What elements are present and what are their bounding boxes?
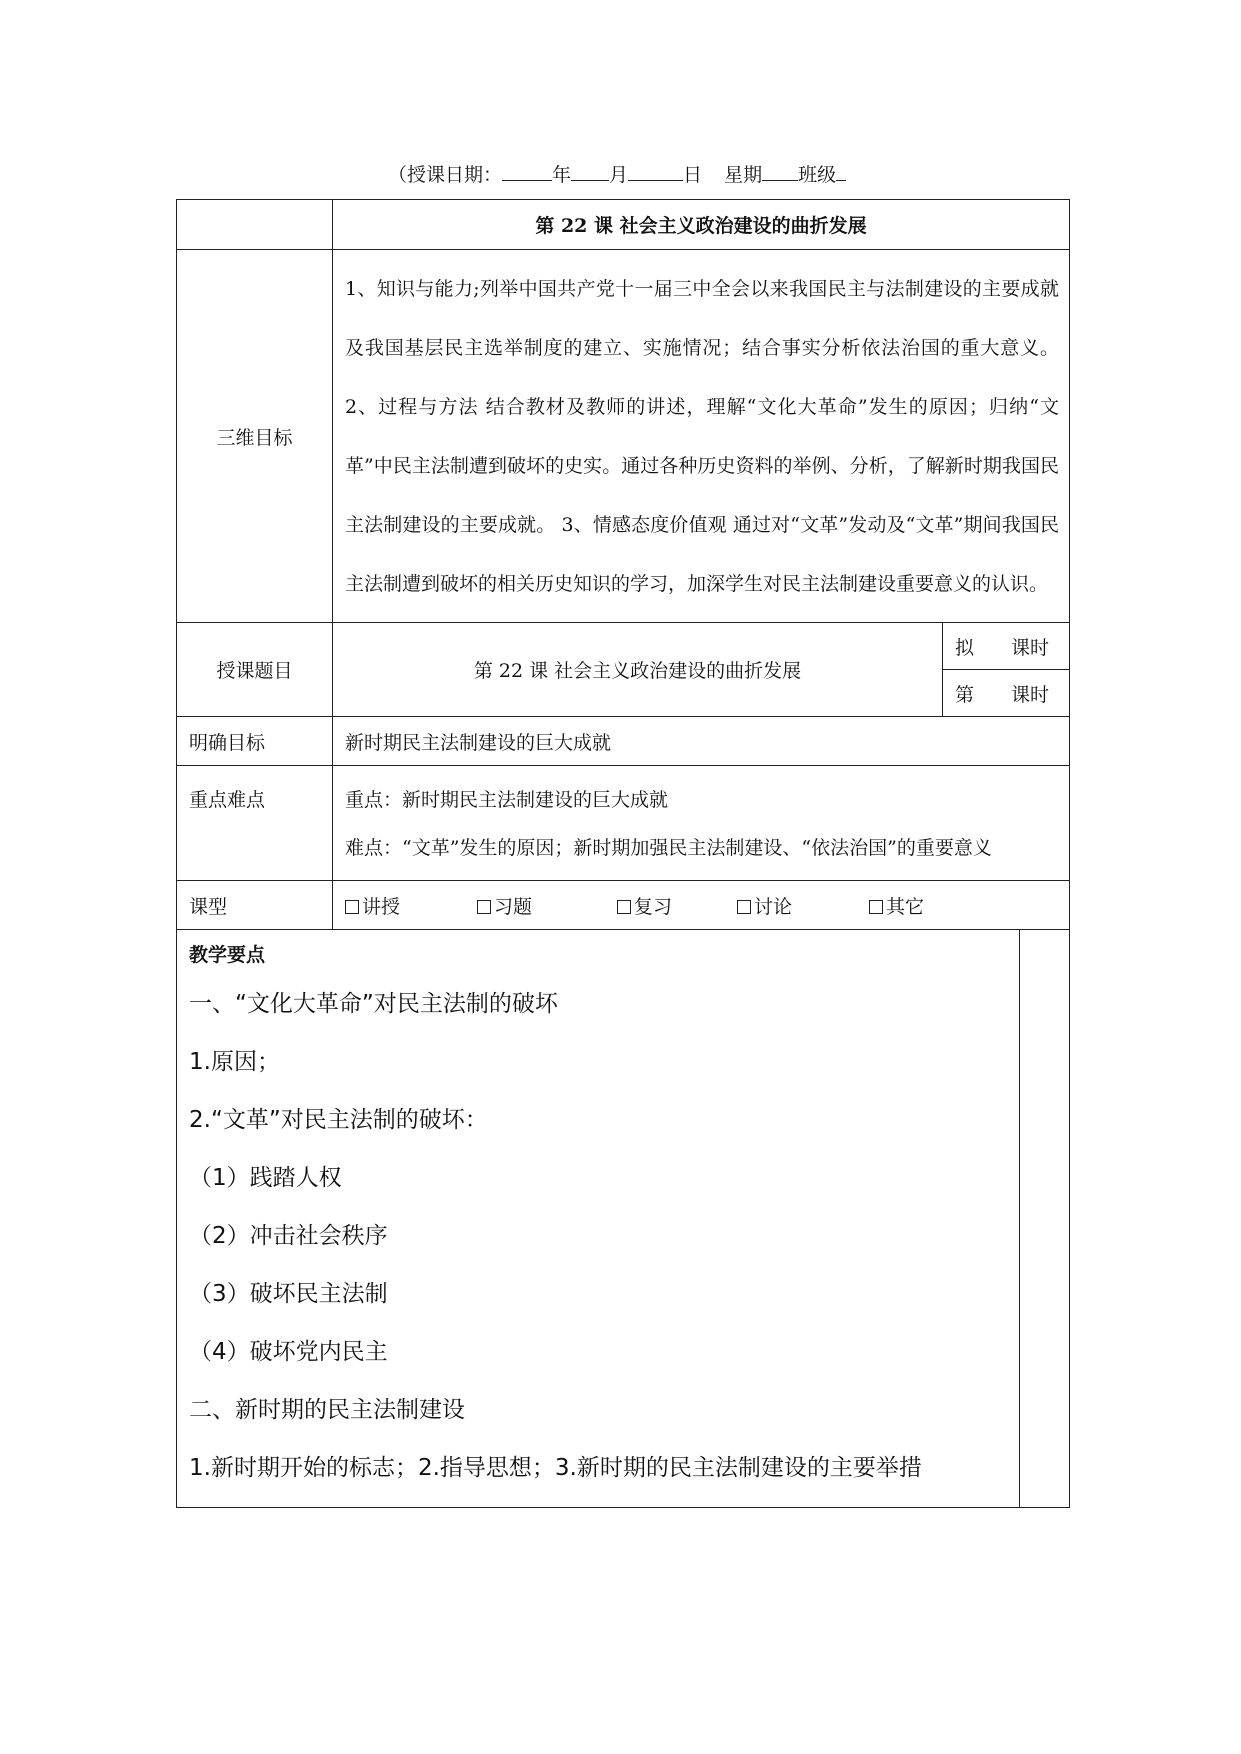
teaching-points-heading: 教学要点 [189, 944, 266, 966]
day-label: 日 [683, 164, 703, 186]
day-blank[interactable] [628, 162, 683, 181]
lesson-type-label: 课型 [177, 881, 333, 930]
current-label: 第 [955, 683, 975, 706]
class-blank[interactable] [836, 162, 846, 181]
checkbox-icon[interactable] [869, 900, 883, 914]
type-option-exercise[interactable]: 习题 [477, 892, 617, 919]
lesson-type-options [333, 881, 1070, 930]
lesson-plan-table [176, 199, 1070, 1508]
weekday-label: 星期 [724, 164, 763, 186]
teaching-point-line: （3）破坏民主法制 [189, 1281, 388, 1307]
topic-value: 第 22 课 社会主义政治建设的曲折发展 [333, 623, 943, 717]
type-option-other[interactable]: 其它 [869, 892, 924, 919]
type-option-discussion[interactable]: 讨论 [737, 892, 869, 919]
lesson-date-line [388, 160, 1088, 194]
lesson-title: 第 22 课 社会主义政治建设的曲折发展 [333, 200, 1070, 250]
month-blank[interactable] [571, 162, 609, 181]
class-label: 班级 [798, 164, 837, 186]
year-label: 年 [552, 164, 572, 186]
objective-label: 明确目标 [177, 717, 333, 766]
teaching-point-line: 1.原因； [189, 1049, 280, 1075]
planned-label: 拟 [955, 636, 975, 659]
planned-periods [943, 623, 1070, 670]
teaching-point-line: 2.“文革”对民主法制的破坏： [189, 1107, 488, 1133]
teaching-point-line: （2）冲击社会秩序 [189, 1223, 388, 1249]
lesson-plan-sheet [176, 199, 1069, 1508]
date-prefix: （授课日期： [388, 164, 503, 186]
teaching-point-line: 二、新时期的民主法制建设 [189, 1397, 465, 1423]
current-unit: 课时 [1011, 683, 1050, 706]
keypoints-content [333, 766, 1070, 881]
teaching-point-line: 1.新时期开始的标志；2.指导思想；3.新时期的民主法制建设的主要举措 [189, 1455, 922, 1481]
checkbox-icon[interactable] [477, 900, 491, 914]
type-option-review[interactable]: 复习 [617, 892, 737, 919]
difficult-point: 难点：“文革”发生的原因；新时期加强民主法制建设、“依法治国”的重要意义 [345, 837, 992, 859]
goals-text: 1、知识与能力;列举中国共产党十一届三中全会以来我国民主与法制建设的主要成就及我国基层民主选举制度的建立、实施情况；结合事实分析依法治国的重大意义。 2、过程与方法 结合教材及教师的讲述，理解“文化大革命”发生的原因；归纳“文革”中民主法制遭到破坏的史实。通过各种历史资料的举例、分析，了解新时期我国民主法制建设的主要成就。 3、情感态度价值观 通过对“文革”发动及“文革”期间我国民主法制遭到破坏的相关历史知识的学习，加深学生对民主法制建设重要意义的认识。 [333, 250, 1070, 623]
checkbox-icon[interactable] [617, 900, 631, 914]
current-period [943, 670, 1070, 717]
teaching-points-cell [177, 930, 1020, 1508]
weekday-blank[interactable] [762, 162, 798, 181]
teaching-point-line: 一、“文化大革命”对民主法制的破坏 [189, 991, 558, 1017]
key-point: 重点：新时期民主法制建设的巨大成就 [345, 789, 669, 811]
checkbox-icon[interactable] [737, 900, 751, 914]
month-label: 月 [609, 164, 629, 186]
checkbox-icon[interactable] [345, 900, 359, 914]
type-option-lecture[interactable]: 讲授 [345, 892, 477, 919]
objective-value: 新时期民主法制建设的巨大成就 [333, 717, 1070, 766]
planned-unit: 课时 [1011, 636, 1050, 659]
year-blank[interactable] [502, 162, 552, 181]
title-label-cell [177, 200, 333, 250]
teaching-point-line: （4）破坏党内民主 [189, 1339, 388, 1365]
teaching-point-line: （1）践踏人权 [189, 1165, 342, 1191]
keypoints-label: 重点难点 [177, 766, 333, 881]
topic-label: 授课题目 [177, 623, 333, 717]
teaching-points-side-column [1020, 930, 1070, 1508]
goals-label: 三维目标 [177, 250, 333, 623]
